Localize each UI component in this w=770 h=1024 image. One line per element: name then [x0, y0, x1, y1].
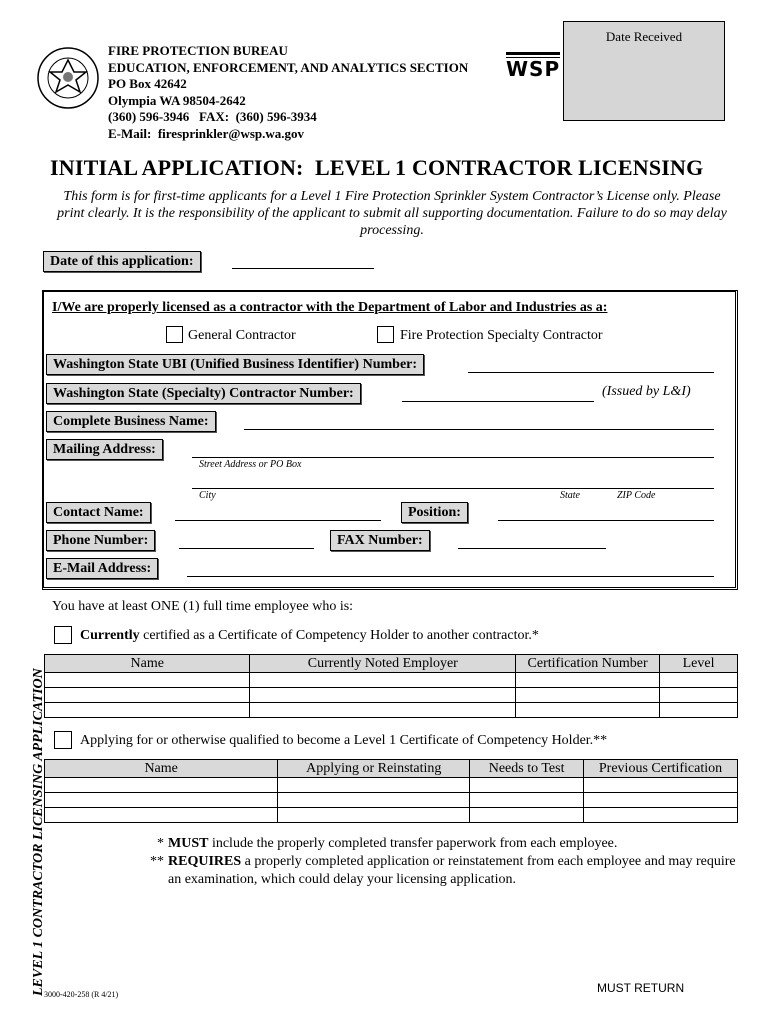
contact-name-label: Contact Name:	[46, 502, 151, 523]
form-number: 3000-420-258 (R 4/21)	[44, 990, 119, 999]
general-contractor-checkbox[interactable]	[166, 326, 183, 343]
table-row[interactable]	[45, 778, 738, 793]
agency-address-block	[108, 43, 468, 142]
employee-intro: You have at least ONE (1) full time employee who is:	[52, 599, 354, 614]
page-title: INITIAL APPLICATION: LEVEL 1 CONTRACTOR LICENSING	[50, 155, 704, 180]
city-state-zip-field[interactable]	[192, 488, 714, 489]
zip-hint: ZIP Code	[617, 490, 656, 501]
issued-by-note: (Issued by L&I)	[602, 384, 691, 399]
must-return-label: MUST RETURN	[597, 981, 685, 995]
agency-seal	[36, 46, 100, 110]
city-hint: City	[199, 490, 216, 501]
date-of-application-label: Date of this application:	[43, 251, 201, 272]
position-label: Position:	[401, 502, 468, 523]
column-header: Needs to Test	[470, 760, 584, 778]
email-address-label: E-Mail Address:	[46, 558, 158, 579]
street-address-field[interactable]	[192, 457, 714, 458]
date-received-label: Date Received	[605, 29, 683, 44]
currently-certified-text	[80, 628, 539, 644]
footnote-two: ** REQUIRES a properly completed application or reinstatement from each employee and may require an examination, which could delay your licensing application.	[130, 853, 750, 889]
applying-checkbox[interactable]	[54, 731, 72, 749]
phone-number-field[interactable]	[179, 548, 314, 549]
business-name-label: Complete Business Name:	[46, 411, 216, 432]
current-holders-table	[44, 654, 738, 718]
contact-name-field[interactable]	[175, 520, 381, 521]
currently-certified-checkbox[interactable]	[54, 626, 72, 644]
fax-number-field[interactable]	[458, 548, 606, 549]
column-header: Level	[660, 655, 738, 673]
column-header: Previous Certification	[584, 760, 738, 778]
table-row[interactable]	[45, 808, 738, 823]
table-row[interactable]	[45, 703, 738, 718]
table-row[interactable]	[45, 673, 738, 688]
agency-po-box: PO Box 42642	[108, 76, 187, 91]
table-header-row	[45, 655, 738, 673]
table-row[interactable]	[45, 793, 738, 808]
ubi-field[interactable]	[468, 372, 714, 373]
business-name-field[interactable]	[244, 429, 714, 430]
currently-bold: Currently	[80, 628, 140, 643]
column-header: Certification Number	[516, 655, 660, 673]
date-received-box[interactable]	[563, 21, 725, 121]
contractor-number-field[interactable]	[402, 401, 594, 402]
specialty-contractor-checkbox[interactable]	[377, 326, 394, 343]
column-header: Applying or Reinstating	[278, 760, 470, 778]
date-of-application-field[interactable]	[232, 268, 374, 269]
applicants-table	[44, 759, 738, 823]
footnote-marker: *	[157, 836, 164, 851]
agency-section: EDUCATION, ENFORCEMENT, AND ANALYTICS SECTION	[108, 59, 469, 75]
column-header: Name	[45, 655, 250, 673]
license-heading: I/We are properly licensed as a contractor with the Department of Labor and Industries as a:	[52, 300, 608, 315]
applying-text: Applying for or otherwise qualified to become a Level 1 Certificate of Competency Holder.**	[80, 733, 608, 748]
table-row[interactable]	[45, 688, 738, 703]
footnote-one: * MUST include the properly completed transfer paperwork from each employee.	[130, 835, 730, 853]
email-address-field[interactable]	[187, 576, 714, 577]
wsp-logo: WSP	[506, 52, 560, 82]
phone-number-label: Phone Number:	[46, 530, 155, 551]
fax-number-label: FAX Number:	[330, 530, 430, 551]
agency-name: FIRE PROTECTION BUREAU	[108, 43, 288, 58]
column-header: Name	[45, 760, 278, 778]
position-field[interactable]	[498, 520, 714, 521]
agency-phone: (360) 596-3946 FAX: (360) 596-3934	[108, 109, 317, 124]
column-header: Currently Noted Employer	[250, 655, 516, 673]
mailing-address-label: Mailing Address:	[46, 439, 163, 460]
state-hint: State	[560, 490, 580, 501]
agency-city: Olympia WA 98504-2642	[108, 92, 246, 108]
specialty-contractor-label: Fire Protection Specialty Contractor	[400, 328, 603, 343]
currently-rest: certified as a Certificate of Competency Holder to another contractor.*	[139, 628, 539, 643]
general-contractor-label: General Contractor	[188, 328, 296, 343]
agency-email: E-Mail: firesprinkler@wsp.wa.gov	[108, 125, 305, 141]
table-header-row	[45, 760, 738, 778]
contractor-number-label: Washington State (Specialty) Contractor Number:	[46, 383, 361, 404]
street-address-hint: Street Address or PO Box	[199, 459, 302, 470]
side-label: LEVEL 1 CONTRACTOR LICENSING APPLICATION	[31, 668, 46, 996]
intro-text: This form is for first-time applicants for a Level 1 Fire Protection Sprinkler System Contractor’s License only. Please print clearly. It is the responsibility of the applicant to submit all supporting documentation. Failure to do so may delay processing.	[57, 189, 727, 238]
ubi-label: Washington State UBI (Unified Business Identifier) Number:	[46, 354, 424, 375]
footnote-marker: **	[150, 854, 164, 869]
